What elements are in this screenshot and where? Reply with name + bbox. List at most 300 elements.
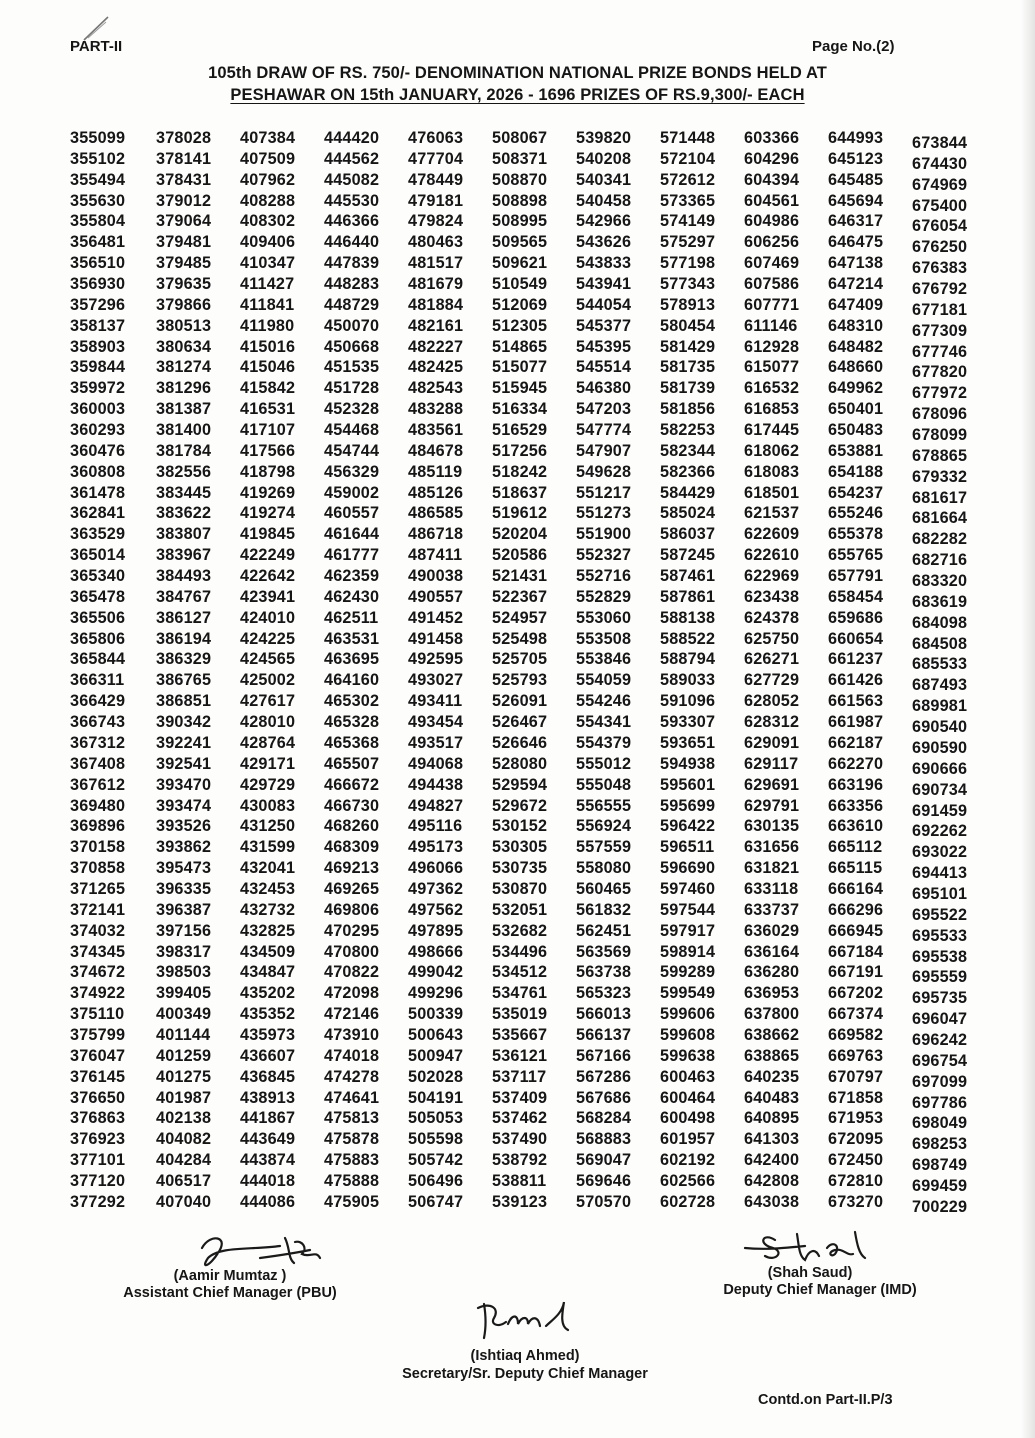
prize-bond-number: 537409 <box>492 1088 548 1107</box>
prize-bond-number: 624378 <box>744 608 800 627</box>
prize-bond-number: 671953 <box>828 1109 884 1128</box>
prize-bond-number: 587245 <box>660 546 716 565</box>
prize-bond-number: 604986 <box>744 212 800 231</box>
prize-bond-number: 379866 <box>156 295 212 314</box>
prize-bond-number: 425002 <box>240 671 296 690</box>
prize-bond-number: 563569 <box>576 942 632 961</box>
prize-bond-number: 545395 <box>576 337 632 356</box>
prize-bond-number: 596422 <box>660 817 716 836</box>
prize-bond-number: 509621 <box>492 254 548 273</box>
prize-bond-number: 530305 <box>492 838 548 857</box>
prize-bond-number: 617445 <box>744 421 800 440</box>
prize-bond-number: 674430 <box>912 154 968 173</box>
prize-bond-number: 447839 <box>324 254 380 273</box>
prize-bond-number: 645485 <box>828 170 884 189</box>
prize-bond-number: 446366 <box>324 212 380 231</box>
prize-bond-number: 532051 <box>492 900 548 919</box>
prize-bond-number: 681617 <box>912 488 968 507</box>
prize-bond-number: 454468 <box>324 421 380 440</box>
prize-bond-number: 535667 <box>492 1025 548 1044</box>
prize-bond-number: 379012 <box>156 191 212 210</box>
prize-bond-number: 595699 <box>660 796 716 815</box>
prize-bond-number: 629691 <box>744 775 800 794</box>
prize-bond-number: 642400 <box>744 1151 800 1170</box>
prize-bond-number: 597460 <box>660 879 716 898</box>
prize-bond-number: 383807 <box>156 525 212 544</box>
prize-bond-number: 450070 <box>324 316 380 335</box>
prize-bond-number: 360808 <box>70 462 126 481</box>
prize-bond-number: 581739 <box>660 379 716 398</box>
prize-bond-number: 525705 <box>492 650 548 669</box>
number-column-7 <box>576 128 666 1213</box>
prize-bond-number: 612928 <box>744 337 800 356</box>
prize-bond-number: 646475 <box>828 233 884 252</box>
prize-bond-number: 495173 <box>408 838 464 857</box>
prize-bond-number: 470800 <box>324 942 380 961</box>
number-column-9 <box>744 128 834 1213</box>
prize-bond-number: 465302 <box>324 692 380 711</box>
number-column-4 <box>324 128 414 1213</box>
prize-bond-number: 659686 <box>828 608 884 627</box>
prize-bond-number: 493027 <box>408 671 464 690</box>
prize-bond-number: 444562 <box>324 149 380 168</box>
prize-bond-number: 600464 <box>660 1088 716 1107</box>
prize-bond-number: 365014 <box>70 546 126 565</box>
prize-bond-number: 374922 <box>70 984 126 1003</box>
prize-bond-number: 393474 <box>156 796 212 815</box>
prize-bond-number: 370858 <box>70 859 126 878</box>
prize-bond-number: 534761 <box>492 984 548 1003</box>
prize-bond-number: 491458 <box>408 629 464 648</box>
prize-bond-number: 454744 <box>324 441 380 460</box>
prize-bond-number: 365340 <box>70 567 126 586</box>
prize-bond-number: 588138 <box>660 608 716 627</box>
prize-bond-number: 407040 <box>156 1192 212 1211</box>
prize-bond-number: 603366 <box>744 129 800 147</box>
prize-bond-number: 558080 <box>576 859 632 878</box>
prize-bond-number: 597917 <box>660 921 716 940</box>
prize-bond-number: 427617 <box>240 692 296 711</box>
prize-bond-number: 695538 <box>912 947 968 966</box>
prize-bond-number: 602566 <box>660 1171 716 1190</box>
prize-bond-number: 398317 <box>156 942 212 961</box>
prize-bond-number: 408288 <box>240 191 296 210</box>
prize-bond-number: 355804 <box>70 212 126 231</box>
prize-bond-number: 640895 <box>744 1109 800 1128</box>
prize-bond-number: 554379 <box>576 733 632 752</box>
prize-bond-number: 561832 <box>576 900 632 919</box>
prize-bond-number: 616532 <box>744 379 800 398</box>
prize-bond-number: 529594 <box>492 775 548 794</box>
prize-bond-number: 469213 <box>324 859 380 878</box>
prize-bond-number: 499042 <box>408 963 464 982</box>
prize-bond-number: 396387 <box>156 900 212 919</box>
prize-bond-number: 636953 <box>744 984 800 1003</box>
prize-bond-number: 482161 <box>408 316 464 335</box>
prize-bond-number: 431250 <box>240 817 296 836</box>
prize-bond-number: 461777 <box>324 546 380 565</box>
prize-bond-number: 516529 <box>492 421 548 440</box>
prize-bond-number: 572612 <box>660 170 716 189</box>
prize-bond-number: 510549 <box>492 275 548 294</box>
prize-bond-number: 428010 <box>240 713 296 732</box>
prize-bond-number: 468260 <box>324 817 380 836</box>
prize-bond-number: 683320 <box>912 572 968 591</box>
prize-bond-number: 580454 <box>660 316 716 335</box>
prize-bond-number: 640483 <box>744 1088 800 1107</box>
prize-bond-number: 376650 <box>70 1088 126 1107</box>
signatory-center-title: Secretary/Sr. Deputy Chief Manager <box>402 1366 648 1382</box>
prize-bond-number: 578913 <box>660 295 716 314</box>
prize-bond-number: 577343 <box>660 275 716 294</box>
prize-bond-number: 365806 <box>70 629 126 648</box>
prize-bond-number: 374032 <box>70 921 126 940</box>
prize-bond-number: 645123 <box>828 149 884 168</box>
prize-bond-number: 695735 <box>912 989 968 1008</box>
prize-bond-number: 482543 <box>408 379 464 398</box>
prize-bond-number: 600463 <box>660 1067 716 1086</box>
prize-bond-number: 534512 <box>492 963 548 982</box>
prize-bond-number: 462430 <box>324 587 380 606</box>
prize-bond-number: 464160 <box>324 671 380 690</box>
prize-bond-number: 495116 <box>408 817 463 836</box>
prize-bond-number: 666164 <box>828 879 884 898</box>
prize-bond-number: 662187 <box>828 733 884 752</box>
prize-bond-number: 677972 <box>912 384 968 403</box>
prize-bond-number: 520204 <box>492 525 548 544</box>
prize-bond-number: 444086 <box>240 1192 296 1211</box>
prize-bond-number: 516334 <box>492 400 548 419</box>
prize-bond-number: 538792 <box>492 1151 548 1170</box>
winning-numbers-grid <box>70 128 1000 1223</box>
prize-bond-number: 602728 <box>660 1192 716 1211</box>
prize-bond-number: 582366 <box>660 462 716 481</box>
prize-bond-number: 568883 <box>576 1130 632 1149</box>
prize-bond-number: 494438 <box>408 775 464 794</box>
prize-bond-number: 588522 <box>660 629 716 648</box>
prize-bond-number: 361478 <box>70 483 126 502</box>
prize-bond-number: 475888 <box>324 1171 380 1190</box>
prize-bond-number: 555012 <box>576 754 632 773</box>
prize-bond-number: 396335 <box>156 879 212 898</box>
prize-bond-number: 415842 <box>240 379 296 398</box>
prize-bond-number: 667202 <box>828 984 884 1003</box>
prize-bond-number: 650401 <box>828 400 884 419</box>
number-column-2 <box>156 128 246 1213</box>
prize-bond-number: 448729 <box>324 295 380 314</box>
prize-bond-number: 598914 <box>660 942 716 961</box>
prize-bond-number: 588794 <box>660 650 716 669</box>
prize-bond-number: 599606 <box>660 1005 716 1024</box>
signature-ishtiaq-ahmed-icon <box>470 1294 590 1344</box>
prize-bond-number: 466730 <box>324 796 380 815</box>
prize-bond-number: 386851 <box>156 692 212 711</box>
prize-bond-number: 401275 <box>156 1067 212 1086</box>
prize-bond-number: 487411 <box>408 546 463 565</box>
prize-bond-number: 587861 <box>660 587 716 606</box>
continued-note: Contd.on Part-II.P/3 <box>758 1392 893 1408</box>
prize-bond-number: 596511 <box>660 838 715 857</box>
prize-bond-number: 554341 <box>576 713 632 732</box>
prize-bond-number: 622969 <box>744 567 800 586</box>
prize-bond-number: 485119 <box>408 462 463 481</box>
prize-bond-number: 567686 <box>576 1088 632 1107</box>
prize-bond-number: 690734 <box>912 780 968 799</box>
prize-bond-number: 416531 <box>240 400 296 419</box>
prize-bond-number: 399405 <box>156 984 212 1003</box>
prize-bond-number: 622609 <box>744 525 800 544</box>
prize-bond-number: 663356 <box>828 796 884 815</box>
prize-bond-number: 483561 <box>408 421 464 440</box>
prize-bond-number: 607586 <box>744 275 800 294</box>
prize-bond-number: 429171 <box>240 754 296 773</box>
prize-bond-number: 359972 <box>70 379 126 398</box>
prize-bond-number: 525498 <box>492 629 548 648</box>
number-column-1 <box>70 128 160 1213</box>
prize-bond-number: 508067 <box>492 129 548 147</box>
prize-bond-number: 462359 <box>324 567 380 586</box>
page-edge-shadow <box>1021 0 1035 1438</box>
draw-title-line2-text: PESHAWAR ON 15th JANUARY, 2026 - 1696 PRIZES OF RS.9,300/- EACH <box>230 86 805 104</box>
prize-bond-number: 451728 <box>324 379 380 398</box>
prize-bond-number: 469265 <box>324 879 380 898</box>
prize-bond-number: 542966 <box>576 212 632 231</box>
prize-bond-number: 572104 <box>660 149 716 168</box>
prize-bond-number: 379481 <box>156 233 212 252</box>
prize-bond-number: 665112 <box>828 838 883 857</box>
prize-bond-number: 365844 <box>70 650 126 669</box>
prize-bond-number: 499296 <box>408 984 464 1003</box>
prize-bond-number: 367408 <box>70 754 126 773</box>
prize-bond-number: 689981 <box>912 697 968 716</box>
prize-bond-number: 607771 <box>744 295 800 314</box>
prize-bond-number: 557559 <box>576 838 632 857</box>
prize-bond-number: 646317 <box>828 212 884 231</box>
signatory-right-name: (Shah Saud) <box>767 1265 853 1281</box>
prize-bond-number: 530735 <box>492 859 548 878</box>
prize-bond-number: 484678 <box>408 441 464 460</box>
prize-bond-number: 545514 <box>576 358 632 377</box>
prize-bond-number: 616853 <box>744 400 800 419</box>
prize-bond-number: 357296 <box>70 295 126 314</box>
prize-bond-number: 371265 <box>70 879 126 898</box>
prize-bond-number: 540458 <box>576 191 632 210</box>
prize-bond-number: 476063 <box>408 129 464 147</box>
prize-bond-number: 419845 <box>240 525 296 544</box>
prize-bond-number: 369480 <box>70 796 126 815</box>
prize-bond-number: 526091 <box>492 692 548 711</box>
prize-bond-number: 539123 <box>492 1192 548 1211</box>
prize-bond-number: 401259 <box>156 1046 212 1065</box>
prize-bond-number: 528080 <box>492 754 548 773</box>
prize-bond-number: 367312 <box>70 733 126 752</box>
prize-bond-number: 670797 <box>828 1067 884 1086</box>
prize-bond-number: 627729 <box>744 671 800 690</box>
prize-bond-number: 482425 <box>408 358 464 377</box>
prize-bond-number: 450668 <box>324 337 380 356</box>
prize-bond-number: 434509 <box>240 942 296 961</box>
prize-bond-number: 393526 <box>156 817 212 836</box>
prize-bond-number: 601957 <box>660 1130 716 1149</box>
prize-bond-number: 604561 <box>744 191 800 210</box>
prize-bond-number: 481517 <box>408 254 464 273</box>
prize-bond-number: 472146 <box>324 1005 380 1024</box>
prize-bond-number: 697786 <box>912 1093 968 1112</box>
prize-bond-number: 599289 <box>660 963 716 982</box>
prize-bond-number: 604394 <box>744 170 800 189</box>
prize-bond-number: 475905 <box>324 1192 380 1211</box>
number-column-5 <box>408 128 498 1213</box>
prize-bond-number: 490557 <box>408 587 464 606</box>
prize-bond-number: 544054 <box>576 295 632 314</box>
prize-bond-number: 674969 <box>912 175 968 194</box>
prize-bond-number: 522367 <box>492 587 548 606</box>
prize-bond-number: 379485 <box>156 254 212 273</box>
prize-bond-number: 474018 <box>324 1046 380 1065</box>
prize-bond-number: 380513 <box>156 316 212 335</box>
prize-bond-number: 650483 <box>828 421 884 440</box>
prize-bond-number: 470295 <box>324 921 380 940</box>
prize-bond-number: 390342 <box>156 713 212 732</box>
prize-bond-number: 366429 <box>70 692 126 711</box>
prize-bond-number: 401987 <box>156 1088 212 1107</box>
prize-bond-number: 596690 <box>660 859 716 878</box>
prize-bond-number: 562451 <box>576 921 632 940</box>
draw-title-line2 <box>0 86 1035 105</box>
prize-bond-number: 443874 <box>240 1151 296 1170</box>
prize-bond-number: 633118 <box>744 879 799 898</box>
prize-bond-number: 529672 <box>492 796 548 815</box>
prize-bond-number: 481679 <box>408 275 464 294</box>
prize-bond-number: 386194 <box>156 629 212 648</box>
prize-bond-number: 374345 <box>70 942 126 961</box>
prize-bond-number: 392541 <box>156 754 212 773</box>
prize-bond-number: 690540 <box>912 718 968 737</box>
prize-bond-number: 647409 <box>828 295 884 314</box>
prize-bond-number: 540208 <box>576 149 632 168</box>
prize-bond-number: 698049 <box>912 1114 968 1133</box>
prize-bond-number: 697099 <box>912 1072 968 1091</box>
prize-bond-number: 410347 <box>240 254 296 273</box>
prize-bond-number: 554246 <box>576 692 632 711</box>
prize-bond-number: 438913 <box>240 1088 296 1107</box>
prize-bond-number: 500947 <box>408 1046 464 1065</box>
prize-bond-number: 698253 <box>912 1135 968 1154</box>
prize-bond-number: 497362 <box>408 879 464 898</box>
prize-bond-number: 436607 <box>240 1046 296 1065</box>
prize-bond-number: 637800 <box>744 1005 800 1024</box>
prize-bond-number: 694413 <box>912 864 968 883</box>
prize-bond-number: 370158 <box>70 838 126 857</box>
prize-bond-number: 684508 <box>912 634 968 653</box>
prize-bond-number: 493517 <box>408 733 464 752</box>
prize-bond-number: 530870 <box>492 879 548 898</box>
prize-bond-number: 505053 <box>408 1109 464 1128</box>
prize-bond-number: 638662 <box>744 1025 800 1044</box>
prize-bond-number: 365506 <box>70 608 126 627</box>
prize-bond-number: 663196 <box>828 775 884 794</box>
prize-bond-number: 566137 <box>576 1025 632 1044</box>
prize-bond-number: 661563 <box>828 692 884 711</box>
prize-bond-number: 506747 <box>408 1192 464 1211</box>
prize-bond-number: 666945 <box>828 921 884 940</box>
prize-bond-number: 383967 <box>156 546 212 565</box>
prize-bond-number: 643038 <box>744 1192 800 1211</box>
prize-bond-number: 424565 <box>240 650 296 669</box>
number-column-6 <box>492 128 582 1213</box>
prize-bond-number: 465368 <box>324 733 380 752</box>
prize-bond-number: 406517 <box>156 1171 212 1190</box>
prize-bond-number: 593307 <box>660 713 716 732</box>
prize-bond-number: 565323 <box>576 984 632 1003</box>
prize-bond-number: 376923 <box>70 1130 126 1149</box>
prize-bond-number: 486718 <box>408 525 464 544</box>
prize-bond-number: 444018 <box>240 1171 296 1190</box>
prize-bond-number: 365478 <box>70 587 126 606</box>
prize-bond-number: 429729 <box>240 775 296 794</box>
prize-bond-number: 551273 <box>576 504 632 523</box>
prize-bond-number: 667191 <box>828 963 884 982</box>
prize-bond-number: 687493 <box>912 676 968 695</box>
prize-bond-number: 434847 <box>240 963 296 982</box>
prize-bond-number: 630135 <box>744 817 800 836</box>
prize-bond-number: 676054 <box>912 217 968 236</box>
prize-bond-number: 543626 <box>576 233 632 252</box>
prize-bond-number: 380634 <box>156 337 212 356</box>
prize-bond-number: 595601 <box>660 775 716 794</box>
prize-bond-number: 585024 <box>660 504 716 523</box>
prize-bond-number: 570570 <box>576 1192 632 1211</box>
prize-bond-number: 400349 <box>156 1005 212 1024</box>
prize-bond-number: 514865 <box>492 337 548 356</box>
prize-bond-number: 644993 <box>828 129 884 147</box>
prize-bond-number: 465507 <box>324 754 380 773</box>
number-column-8 <box>660 128 750 1213</box>
prize-bond-number: 461644 <box>324 525 380 544</box>
prize-bond-number: 377120 <box>70 1171 126 1190</box>
prize-bond-number: 526646 <box>492 733 548 752</box>
prize-bond-number: 379635 <box>156 275 212 294</box>
prize-bond-number: 631656 <box>744 838 800 857</box>
prize-bond-number: 695101 <box>912 884 968 903</box>
prize-bond-number: 474278 <box>324 1067 380 1086</box>
prize-bond-number: 404082 <box>156 1130 212 1149</box>
prize-bond-number: 407962 <box>240 170 296 189</box>
prize-bond-number: 508870 <box>492 170 548 189</box>
prize-bond-number: 372141 <box>70 900 126 919</box>
prize-bond-number: 430083 <box>240 796 296 815</box>
prize-bond-number: 452328 <box>324 400 380 419</box>
prize-bond-number: 568284 <box>576 1109 632 1128</box>
prize-bond-number: 696242 <box>912 1030 968 1049</box>
prize-bond-number: 432041 <box>240 859 296 878</box>
prize-bond-number: 599608 <box>660 1025 716 1044</box>
prize-bond-number: 552829 <box>576 587 632 606</box>
prize-bond-number: 517256 <box>492 441 548 460</box>
prize-bond-number: 482227 <box>408 337 464 356</box>
prize-bond-number: 463531 <box>324 629 380 648</box>
prize-bond-number: 435202 <box>240 984 296 1003</box>
prize-bond-number: 515077 <box>492 358 548 377</box>
prize-bond-number: 661426 <box>828 671 884 690</box>
prize-bond-number: 360476 <box>70 441 126 460</box>
prize-bond-number: 356930 <box>70 275 126 294</box>
prize-bond-number: 472098 <box>324 984 380 1003</box>
prize-bond-number: 363529 <box>70 525 126 544</box>
prize-bond-number: 417566 <box>240 441 296 460</box>
prize-bond-number: 662270 <box>828 754 884 773</box>
prize-bond-number: 355102 <box>70 149 126 168</box>
